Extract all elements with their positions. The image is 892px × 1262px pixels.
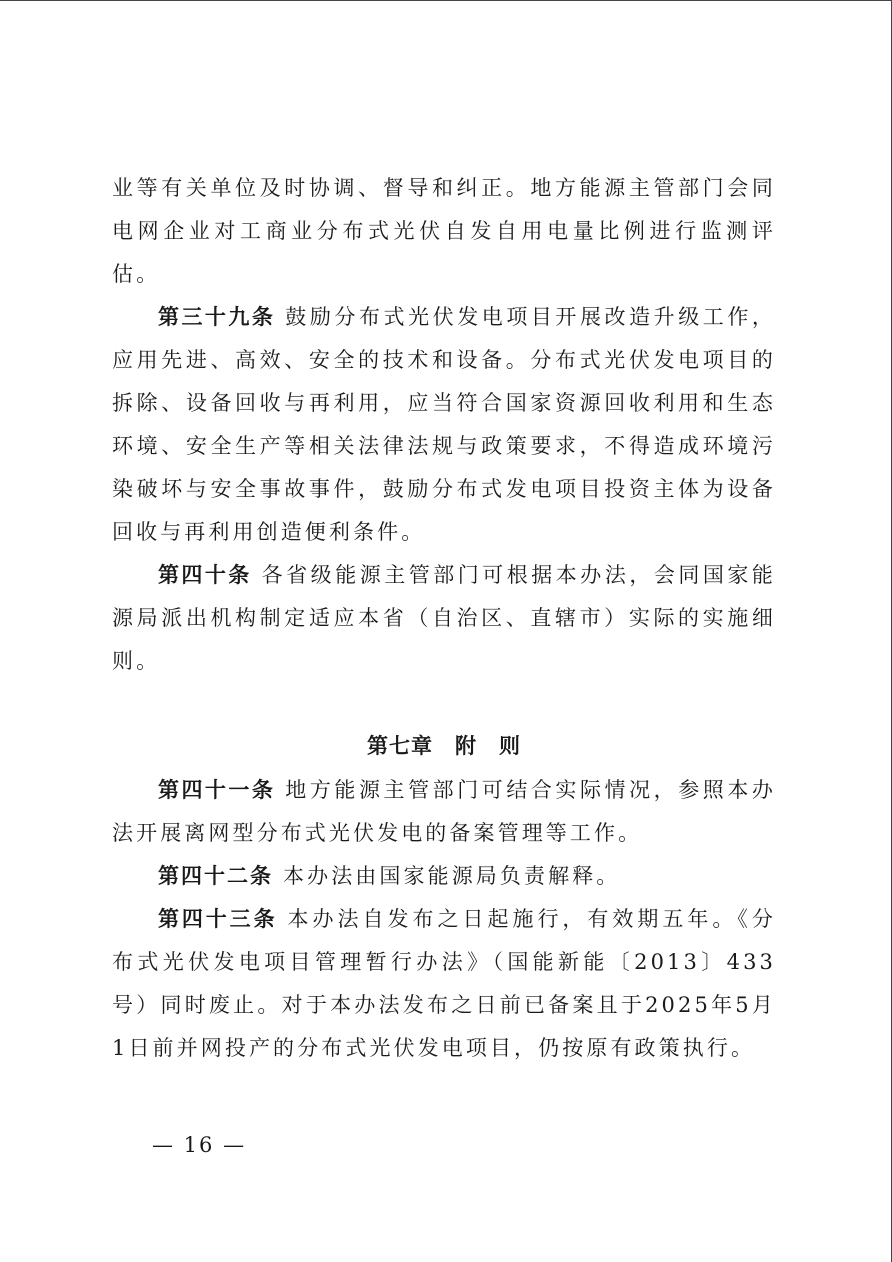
article-43: [112, 898, 776, 1070]
article-number: 第四十一条: [158, 778, 276, 802]
page-number: — 16 —: [152, 1133, 247, 1157]
article-text: 本办法自发布之日起施行，有效期五年。《分布式光伏发电项目管理暂行办法》（国能新能〔2013〕433号）同时废止。对于本办法发布之日前已备案且于2025年5月1日前并网投产的分布式光伏发电项目，仍按原有政策执行。: [112, 907, 777, 1060]
article-42: [112, 855, 776, 898]
article-text: 鼓励分布式光伏发电项目开展改造升级工作，应用先进、高效、安全的技术和设备。分布式光伏发电项目的拆除、设备回收与再利用，应当符合国家资源回收利用和生态环境、安全生产等相关法律法规与政策要求，不得造成环境污染破坏与安全事故事件，鼓励分布式发电项目投资主体为设备回收与再利用创造便利条件。: [112, 305, 777, 544]
document-body: [112, 167, 776, 1070]
article-41: [112, 769, 776, 855]
article-number: 第四十条: [158, 563, 252, 587]
paragraph-continuation: [112, 167, 776, 296]
paragraph-text: 业等有关单位及时协调、督导和纠正。地方能源主管部门会同电网企业对工商业分布式光伏自发自用电量比例进行监测评估。: [112, 176, 776, 286]
article-text: 本办法由国家能源局负责解释。: [283, 864, 621, 888]
article-40: [112, 554, 776, 683]
article-text: 地方能源主管部门可结合实际情况，参照本办法开展离网型分布式光伏发电的备案管理等工作。: [112, 778, 777, 845]
article-number: 第四十二条: [158, 864, 273, 888]
article-39: [112, 296, 776, 554]
article-number: 第四十三条: [158, 907, 278, 931]
article-number: 第三十九条: [158, 305, 276, 329]
article-text: 各省级能源主管部门可根据本办法，会同国家能源局派出机构制定适应本省（自治区、直辖市）实际的实施细则。: [112, 563, 776, 673]
chapter-title: 第七章 附 则: [367, 734, 521, 758]
